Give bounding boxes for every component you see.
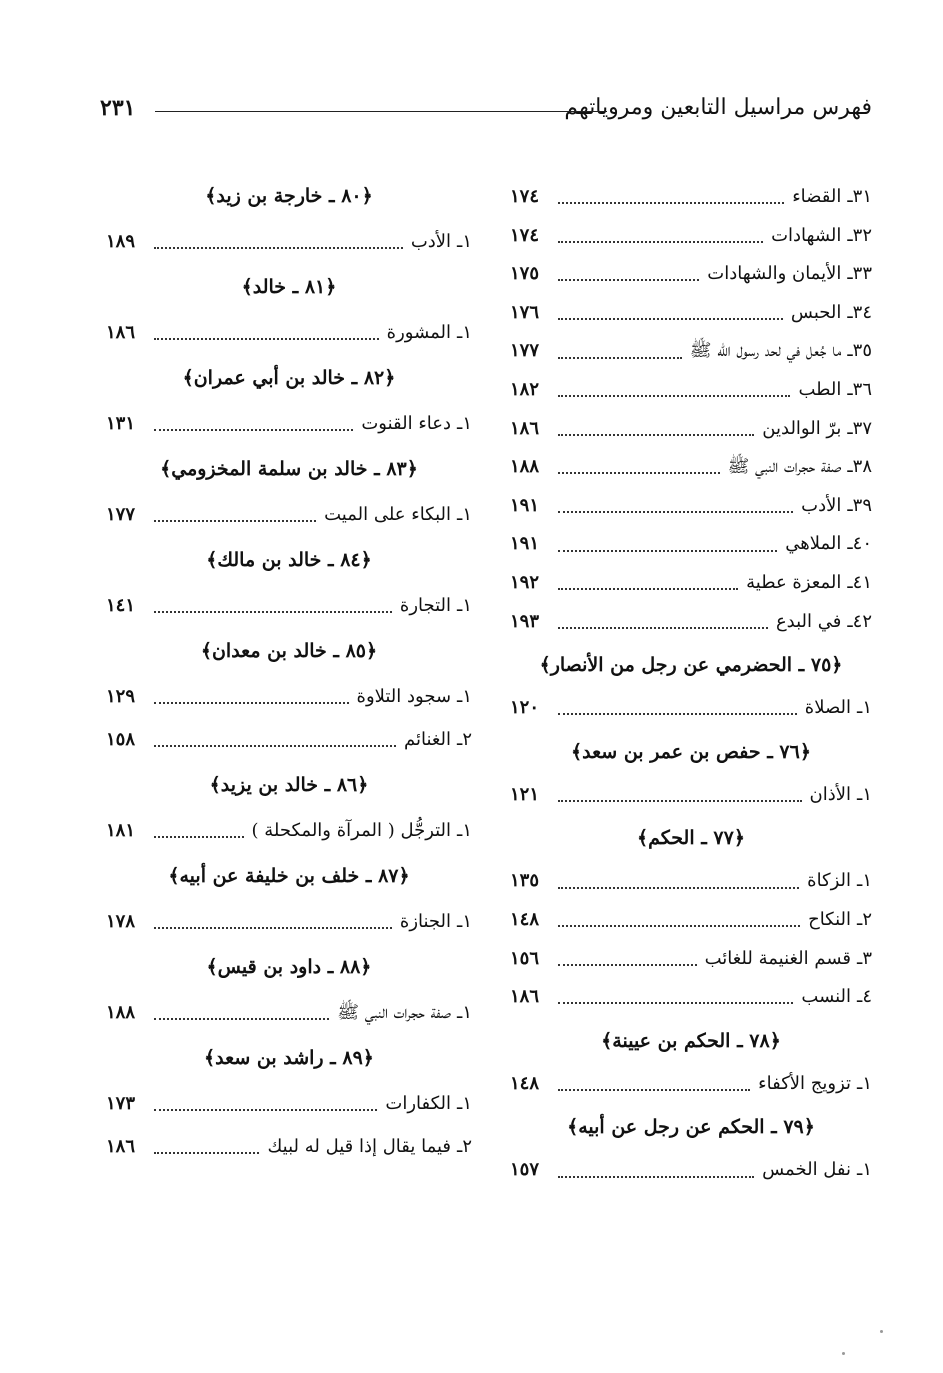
entry-separator: ـ <box>457 413 463 434</box>
entry-page-number: ١٤١ <box>106 595 136 616</box>
dot-leader <box>154 925 392 929</box>
entry-label: تزويج الأكفاء <box>758 1072 852 1094</box>
entry-page-number: ١٨٨ <box>510 456 540 478</box>
entry-page-number: ١٨٢ <box>510 378 540 400</box>
entry-separator: ـ <box>857 1072 863 1094</box>
section-heading: ﴿٧٩ ـ الحكم عن رجل عن أبيه﴾ <box>567 1116 815 1139</box>
dot-leader <box>154 743 396 747</box>
entry-number: ٤ <box>862 986 872 1008</box>
entry-number: ٢ <box>462 729 472 750</box>
entry-separator: ـ <box>457 1136 463 1157</box>
index-entry <box>510 940 872 979</box>
entry-separator: ـ <box>847 533 853 555</box>
index-entry <box>510 255 872 294</box>
entry-page-number: ١٨٦ <box>106 322 136 343</box>
entry-separator: ـ <box>457 911 463 932</box>
entry-number: ١ <box>462 1093 472 1114</box>
section-heading: ﴿٨٠ ـ خارجة بن زيد﴾ <box>205 185 373 207</box>
entry-label: قسم الغنيمة للغائب <box>704 947 852 969</box>
entry-number: ٣٣ <box>852 263 872 285</box>
index-entry <box>510 776 872 815</box>
running-title: فهرس مراسيل التابعين ومروياتهم <box>564 95 872 120</box>
entry-label: نفل الخمس <box>762 1159 852 1181</box>
index-entry <box>510 978 872 1017</box>
dot-leader <box>558 625 768 629</box>
dot-leader <box>154 834 244 838</box>
section-heading: ﴿٨٧ ـ خلف بن خليفة عن أبيه﴾ <box>168 865 410 887</box>
entry-number: ١ <box>462 686 472 707</box>
index-entry <box>510 1065 872 1104</box>
index-entry <box>510 1151 872 1190</box>
dot-leader <box>154 609 392 613</box>
dot-leader <box>558 432 754 436</box>
dot-leader <box>154 427 353 431</box>
entry-label: سجود التلاوة <box>356 686 452 707</box>
dot-leader <box>558 239 763 243</box>
dot-leader <box>154 1107 377 1111</box>
entry-number: ١ <box>462 231 472 252</box>
section-heading: ﴿٨٥ ـ خالد بن معدان﴾ <box>200 640 378 662</box>
entry-label: الأذان <box>809 783 852 805</box>
entry-number: ١ <box>462 413 472 434</box>
entry-page-number: ١٢١ <box>510 783 540 805</box>
entry-separator: ـ <box>457 322 463 343</box>
entry-separator: ـ <box>457 1093 463 1114</box>
section-heading: ﴿٨٣ ـ خالد بن سلمة المخزومي﴾ <box>160 458 418 480</box>
index-entry <box>106 584 472 627</box>
entry-number: ١ <box>462 504 472 525</box>
entry-separator: ـ <box>847 340 853 362</box>
entry-page-number: ١٨٨ <box>106 1002 136 1023</box>
entry-label: الكفارات <box>385 1093 452 1114</box>
dot-leader <box>558 798 802 802</box>
index-entry <box>510 294 872 333</box>
entry-separator: ـ <box>847 610 853 632</box>
index-entry <box>106 220 472 263</box>
entry-label: الترجُّل ( المرآة والمكحلة ) <box>251 820 452 841</box>
dot-leader <box>558 586 738 590</box>
section-heading: ﴿٧٥ ـ الحضرمي عن رجل من الأنصار﴾ <box>539 654 843 677</box>
entry-label: صفة حجرات النبي ﷺ <box>727 456 842 478</box>
entry-label: المشورة <box>386 322 452 343</box>
entry-page-number: ١٨٦ <box>510 417 540 439</box>
entry-page-number: ١٢٠ <box>510 697 540 719</box>
entry-number: ١ <box>862 697 872 719</box>
entry-page-number: ١٩١ <box>510 494 540 516</box>
page-number: ٢٣١ <box>100 95 136 121</box>
entry-separator: ـ <box>847 378 853 400</box>
entry-number: ٣٩ <box>852 494 872 516</box>
entry-label: النسب <box>801 986 852 1008</box>
entry-separator: ـ <box>857 1159 863 1181</box>
entry-page-number: ١٤٨ <box>510 908 540 930</box>
index-entry <box>510 178 872 217</box>
entry-number: ٤١ <box>852 571 872 593</box>
entry-page-number: ١٤٨ <box>510 1072 540 1094</box>
index-entry <box>106 311 472 354</box>
index-column-right <box>510 178 872 1190</box>
entry-separator: ـ <box>847 417 853 439</box>
entry-separator: ـ <box>847 186 853 207</box>
entry-separator: ـ <box>457 686 463 707</box>
entry-label: الحبس <box>790 301 842 323</box>
dot-leader <box>558 885 799 889</box>
dot-leader <box>558 200 784 204</box>
entry-separator: ـ <box>457 504 463 525</box>
entry-label: الأدب <box>410 231 452 252</box>
index-entry <box>106 1125 472 1168</box>
entry-separator: ـ <box>457 729 463 750</box>
entry-number: ٢ <box>462 1136 472 1157</box>
scan-speck <box>842 1352 845 1355</box>
entry-label: التجارة <box>399 595 452 616</box>
dot-leader <box>154 245 403 249</box>
entry-number: ٣٦ <box>852 378 872 400</box>
entry-label: الصلاة <box>804 697 852 719</box>
entry-number: ٤٢ <box>852 610 872 632</box>
entry-label: برّ الوالدين <box>762 417 842 439</box>
entry-page-number: ١٨٩ <box>106 231 136 252</box>
entry-page-number: ١٨١ <box>106 820 136 841</box>
entry-page-number: ١٩٣ <box>510 610 540 632</box>
entry-number: ١ <box>462 1002 472 1023</box>
index-entry <box>106 809 472 852</box>
section-heading: ﴿٨٩ ـ راشد بن سعد﴾ <box>204 1047 374 1069</box>
index-entry <box>106 900 472 943</box>
section-heading: ﴿٨٢ ـ خالد بن أبي عمران﴾ <box>182 367 396 389</box>
index-entry <box>106 402 472 445</box>
entry-label: الأدب <box>801 494 842 516</box>
entry-label: الطب <box>798 378 842 400</box>
entry-label: البكاء على الميت <box>324 504 452 525</box>
dot-leader <box>558 277 699 281</box>
dot-leader <box>558 355 682 359</box>
section-heading: ﴿٧٧ ـ الحكم﴾ <box>637 827 745 850</box>
entry-separator: ـ <box>847 301 853 323</box>
entry-label: صفة حجرات النبي ﷺ <box>337 1002 452 1023</box>
entry-separator: ـ <box>847 494 853 516</box>
entry-page-number: ١٧٤ <box>510 224 540 246</box>
entry-page-number: ١٧٤ <box>510 186 540 207</box>
dot-leader <box>558 548 777 552</box>
entry-number: ٣٧ <box>852 417 872 439</box>
entry-label: الشهادات <box>771 224 842 246</box>
dot-leader <box>558 1174 754 1178</box>
entry-number: ١ <box>862 783 872 805</box>
entry-number: ٢ <box>862 908 872 930</box>
entry-page-number: ١٧٣ <box>106 1093 136 1114</box>
entry-label: فيما يقال إذا قيل له لبيك <box>267 1136 452 1157</box>
dot-leader <box>154 1016 329 1020</box>
entry-label: ما جُعل في لحد رسول الله ﷺ <box>689 340 842 362</box>
dot-leader <box>558 316 783 320</box>
index-entry <box>106 493 472 536</box>
entry-number: ١ <box>462 595 472 616</box>
index-entry <box>510 564 872 603</box>
entry-label: دعاء القنوت <box>361 413 452 434</box>
dot-leader <box>154 336 379 340</box>
entry-number: ٣ <box>862 947 872 969</box>
entry-page-number: ١٥٨ <box>106 729 136 750</box>
index-column-left <box>106 172 472 1168</box>
entry-number: ٤٠ <box>852 533 872 555</box>
entry-page-number: ١٣١ <box>106 413 136 434</box>
section-heading: ﴿٨٨ ـ داود بن قيس﴾ <box>206 956 372 978</box>
section-heading: ﴿٨٤ ـ خالد بن مالك﴾ <box>206 549 372 571</box>
index-entry <box>510 862 872 901</box>
dot-leader <box>558 1087 750 1091</box>
dot-leader <box>154 1150 259 1154</box>
entry-separator: ـ <box>857 947 863 969</box>
dot-leader <box>558 470 720 474</box>
index-entry <box>106 675 472 718</box>
entry-page-number: ١٢٩ <box>106 686 136 707</box>
entry-number: ١ <box>862 1159 872 1181</box>
entry-separator: ـ <box>847 263 853 285</box>
entry-page-number: ١٩١ <box>510 533 540 555</box>
entry-page-number: ١٥٧ <box>510 1159 540 1181</box>
entry-separator: ـ <box>857 697 863 719</box>
dot-leader <box>558 711 797 715</box>
entry-number: ١ <box>462 322 472 343</box>
dot-leader <box>154 700 349 704</box>
entry-number: ٣٢ <box>852 224 872 246</box>
entry-separator: ـ <box>847 571 853 593</box>
entry-number: ١ <box>862 1072 872 1094</box>
index-entry <box>510 901 872 940</box>
entry-separator: ـ <box>857 870 863 892</box>
entry-number: ١ <box>462 820 472 841</box>
index-entry <box>106 718 472 761</box>
dot-leader <box>558 393 790 397</box>
entry-page-number: ١٧٦ <box>510 301 540 323</box>
entry-number: ٣٤ <box>852 301 872 323</box>
scan-speck <box>880 1330 883 1333</box>
entry-separator: ـ <box>857 908 863 930</box>
entry-number: ١ <box>862 870 872 892</box>
entry-number: ١ <box>462 911 472 932</box>
entry-label: الجنازة <box>399 911 452 932</box>
header-rule <box>155 111 607 112</box>
section-heading: ﴿٨٦ ـ خالد بن يزيد﴾ <box>209 774 369 796</box>
entry-page-number: ١٥٦ <box>510 947 540 969</box>
index-entry <box>510 487 872 526</box>
entry-separator: ـ <box>847 456 853 478</box>
entry-separator: ـ <box>457 231 463 252</box>
entry-label: النكاح <box>808 908 852 930</box>
section-heading: ﴿٧٨ ـ الحكم بن عيينة﴾ <box>601 1029 781 1052</box>
dot-leader <box>558 962 697 966</box>
entry-page-number: ١٧٧ <box>106 504 136 525</box>
entry-label: المعزة عطية <box>746 571 842 593</box>
entry-page-number: ١٨٦ <box>106 1136 136 1157</box>
entry-separator: ـ <box>457 595 463 616</box>
entry-page-number: ١٩٢ <box>510 571 540 593</box>
dot-leader <box>154 518 316 522</box>
entry-page-number: ١٧٨ <box>106 911 136 932</box>
entry-label: القضاء <box>792 186 842 207</box>
entry-label: الزكاة <box>807 870 852 892</box>
index-entry <box>510 332 872 371</box>
entry-label: الغنائم <box>403 729 452 750</box>
index-entry <box>106 991 472 1034</box>
entry-number: ٣١ <box>852 186 872 207</box>
entry-label: الأيمان والشهادات <box>707 263 842 285</box>
entry-separator: ـ <box>857 783 863 805</box>
entry-number: ٣٨ <box>852 456 872 478</box>
page-header <box>100 93 872 133</box>
index-entry <box>510 525 872 564</box>
entry-separator: ـ <box>857 986 863 1008</box>
index-entry <box>510 217 872 256</box>
dot-leader <box>558 509 793 513</box>
entry-page-number: ١٣٥ <box>510 870 540 892</box>
entry-separator: ـ <box>457 820 463 841</box>
index-entry <box>510 603 872 642</box>
entry-page-number: ١٨٦ <box>510 986 540 1008</box>
index-entry <box>510 410 872 449</box>
section-heading: ﴿٧٦ ـ حفص بن عمر بن سعد﴾ <box>571 740 811 763</box>
entry-page-number: ١٧٧ <box>510 340 540 362</box>
index-entry <box>510 371 872 410</box>
index-entry <box>106 1082 472 1125</box>
entry-number: ٣٥ <box>852 340 872 362</box>
section-heading: ﴿٨١ ـ خالد﴾ <box>241 276 337 298</box>
index-entry <box>510 689 872 728</box>
entry-label: في البدع <box>775 610 842 632</box>
index-entry <box>510 448 872 487</box>
entry-page-number: ١٧٥ <box>510 263 540 285</box>
entry-separator: ـ <box>457 1002 463 1023</box>
dot-leader <box>558 1000 793 1004</box>
entry-separator: ـ <box>847 224 853 246</box>
entry-label: الملاهي <box>785 533 842 555</box>
dot-leader <box>558 923 800 927</box>
